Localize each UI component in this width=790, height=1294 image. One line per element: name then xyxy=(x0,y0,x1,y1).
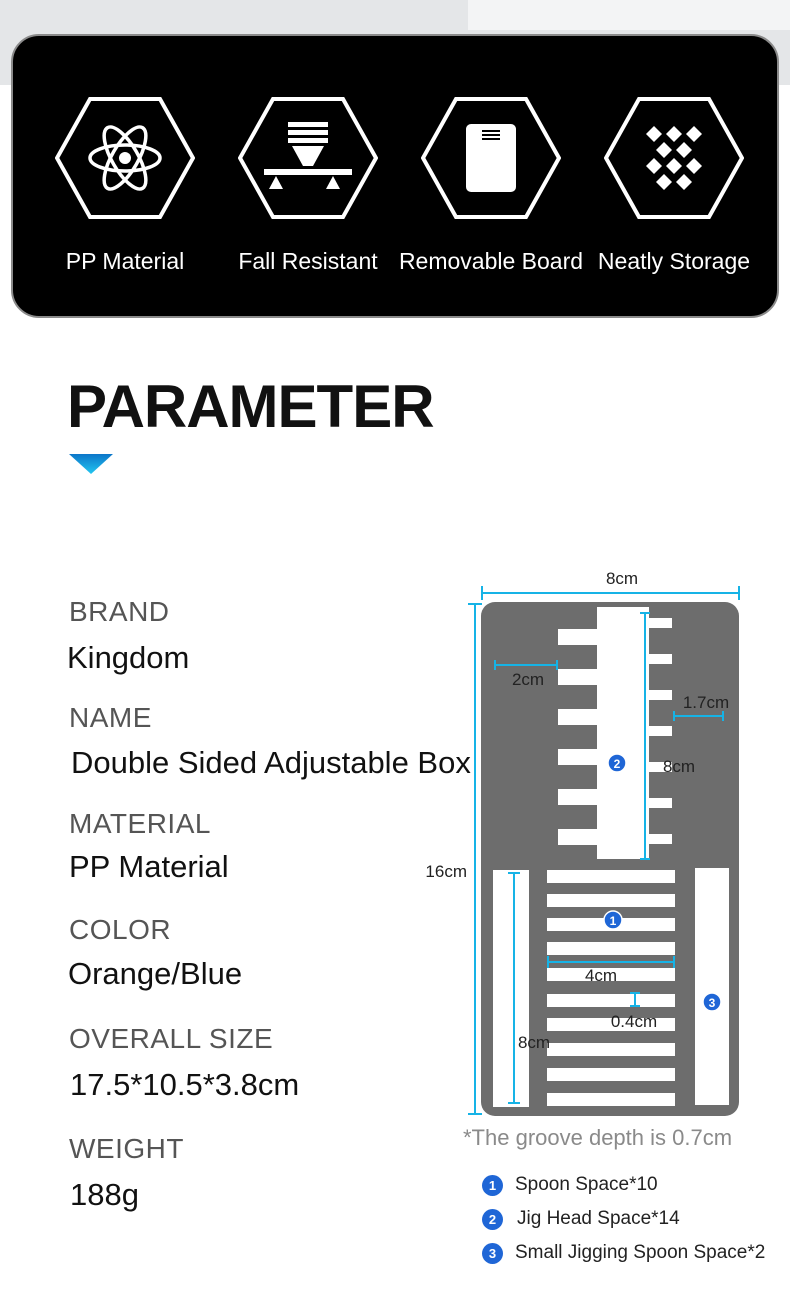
marker-3 xyxy=(703,993,721,1011)
feature-label: Neatly Storage xyxy=(597,248,751,274)
spec-value-overall-size: 17.5*10.5*3.8cm xyxy=(70,1067,300,1102)
spec-value-material: PP Material xyxy=(69,849,229,884)
dim-bar-gap-label: 0.4cm xyxy=(610,1012,658,1031)
legend-text: Spoon Space*10 xyxy=(515,1174,658,1195)
svg-text:1: 1 xyxy=(609,914,617,928)
section-title: PARAMETER xyxy=(67,373,434,440)
spec-label-weight: WEIGHT xyxy=(69,1133,184,1164)
spec-value-brand: Kingdom xyxy=(67,640,190,675)
legend-item-jig-head xyxy=(482,1207,680,1231)
board-diagram xyxy=(400,560,790,1130)
svg-text:2: 2 xyxy=(613,757,621,771)
board-icon xyxy=(421,96,561,220)
down-triangle-icon xyxy=(69,454,113,476)
marker-2 xyxy=(608,754,626,772)
atom-icon xyxy=(55,96,195,220)
grid-storage-icon xyxy=(604,96,744,220)
dim-height-label: 16cm xyxy=(425,862,467,881)
dim-center-length-label: 8cm xyxy=(662,757,696,776)
side-slot-left xyxy=(493,870,529,1107)
legend-text: Small Jigging Spoon Space*2 xyxy=(515,1242,766,1263)
feature-removable-board xyxy=(396,96,586,275)
spec-label-color: COLOR xyxy=(69,914,172,945)
svg-text:3: 3 xyxy=(708,996,716,1010)
spec-label-material: MATERIAL xyxy=(69,808,211,839)
feature-label: PP Material xyxy=(65,248,185,274)
dim-side-length-label: 8cm xyxy=(517,1033,551,1052)
legend-item-small-jigging-spoon xyxy=(482,1241,765,1265)
side-slot-right xyxy=(695,868,729,1105)
board-diagram-svg xyxy=(400,560,790,1130)
feature-pp-material xyxy=(30,96,220,275)
spec-label-overall-size: OVERALL SIZE xyxy=(69,1023,274,1054)
feature-label: Removable Board xyxy=(398,248,584,274)
spec-value-weight: 188g xyxy=(70,1177,139,1212)
legend-number: 3 xyxy=(482,1243,503,1264)
features-panel xyxy=(11,34,779,318)
feature-label: Fall Resistant xyxy=(238,248,378,274)
legend-number: 2 xyxy=(482,1209,503,1230)
dim-slot-gap-label: 1.7cm xyxy=(682,693,730,712)
spec-label-name: NAME xyxy=(69,702,152,733)
spec-value-color: Orange/Blue xyxy=(68,956,243,991)
feature-fall-resistant xyxy=(213,96,403,275)
dim-bar-width-label: 4cm xyxy=(584,966,618,985)
top-background-strip-right xyxy=(468,0,790,30)
dim-slot-width-label: 2cm xyxy=(511,670,545,689)
groove-depth-note: *The groove depth is 0.7cm xyxy=(463,1125,733,1150)
feature-neatly-storage xyxy=(579,96,769,275)
legend-number: 1 xyxy=(482,1175,503,1196)
spec-value-name: Double Sided Adjustable Box xyxy=(71,745,471,780)
legend-item-spoon xyxy=(482,1173,658,1197)
marker-1 xyxy=(604,911,622,929)
dim-width-label: 8cm xyxy=(605,569,639,588)
spec-label-brand: BRAND xyxy=(69,596,170,627)
drop-test-icon xyxy=(238,96,378,220)
legend-text: Jig Head Space*14 xyxy=(517,1208,680,1229)
